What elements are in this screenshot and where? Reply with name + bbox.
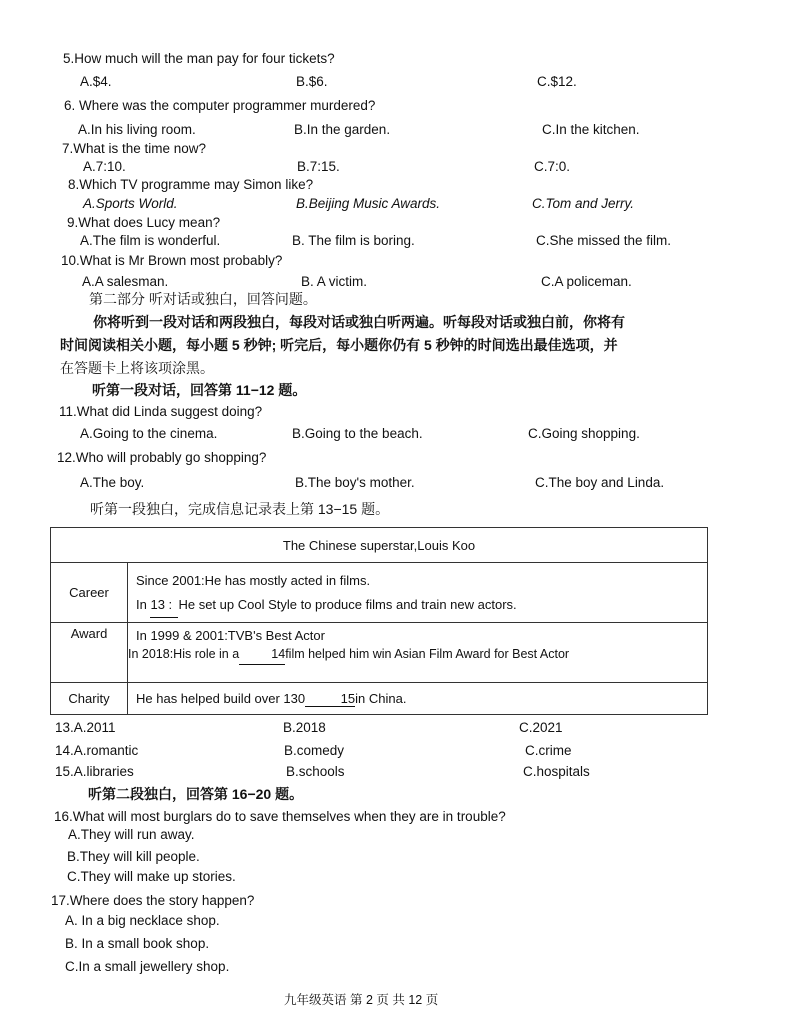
award-cell — [128, 623, 708, 683]
question-17: 17.Where does the story happen? — [51, 893, 255, 908]
option-12b: B.The boy's mother. — [295, 475, 415, 490]
option-12a: A.The boy. — [80, 475, 145, 490]
option-8c: C.Tom and Jerry. — [532, 196, 635, 211]
option-16b: B.They will kill people. — [67, 849, 200, 864]
option-10c: C.A policeman. — [541, 274, 632, 289]
option-5b: B.$6. — [296, 74, 328, 89]
option-9b: B. The film is boring. — [292, 233, 415, 248]
option-13b: B.2018 — [283, 720, 326, 735]
info-record-table — [50, 527, 708, 715]
instruction-line-2: 时间阅读相关小题，每小题 5 秒钟; 听完后，每小题你仍有 5 秒钟的时间选出最佳选项，并 — [60, 337, 618, 353]
option-6b: B.In the garden. — [294, 122, 391, 137]
dialog1-heading: 听第一段对话，回答第 11−12 题。 — [92, 382, 307, 398]
question-6: 6. Where was the computer programmer murdered? — [64, 98, 376, 113]
blank-15: 15 — [305, 691, 355, 707]
option-5a: A.$4. — [80, 74, 112, 89]
career-cell — [128, 563, 708, 623]
option-11c: C.Going shopping. — [528, 426, 640, 441]
option-15b: B.schools — [286, 764, 345, 779]
table-title: The Chinese superstar,Louis Koo — [51, 528, 708, 563]
option-8b: B.Beijing Music Awards. — [296, 196, 441, 211]
blank-13: 13 : — [150, 593, 178, 618]
charity-label: Charity — [51, 683, 128, 715]
award-label: Award — [51, 623, 128, 683]
page-footer: 九年级英语 第 2 页 共 12 页 — [284, 993, 439, 1007]
blank-14: 14 — [239, 645, 285, 665]
option-10b: B. A victim. — [301, 274, 368, 289]
monologue2-heading: 听第二段独白，回答第 16−20 题。 — [88, 786, 304, 802]
option-9a: A.The film is wonderful. — [80, 233, 221, 248]
question-8: 8.Which TV programme may Simon like? — [68, 177, 314, 192]
option-13a: 13.A.2011 — [55, 720, 116, 735]
option-15c: C.hospitals — [523, 764, 590, 779]
option-10a: A.A salesman. — [82, 274, 169, 289]
monologue1-heading: 听第一段独白，完成信息记录表上第 13−15 题。 — [90, 501, 390, 517]
question-5: 5.How much will the man pay for four tickets? — [63, 51, 335, 66]
option-6c: C.In the kitchen. — [542, 122, 640, 137]
career-line-2: In 13 : He set up Cool Style to produce films and train new actors. — [136, 593, 707, 618]
option-13c: C.2021 — [519, 720, 563, 735]
charity-cell: He has helped build over 130 15in China. — [128, 683, 708, 715]
award-line-1: In 1999 & 2001:TVB's Best Actor — [136, 628, 325, 643]
question-9: 9.What does Lucy mean? — [67, 215, 221, 230]
question-16: 16.What will most burglars do to save themselves when they are in trouble? — [54, 809, 506, 824]
award-line-2: In 2018:His role in a 14film helped him win Asian Film Award for Best Actor — [128, 645, 707, 665]
option-7a: A.7:10. — [83, 159, 126, 174]
option-7c: C.7:0. — [534, 159, 571, 174]
career-label: Career — [51, 563, 128, 623]
question-12: 12.Who will probably go shopping? — [57, 450, 267, 465]
question-11: 11.What did Linda suggest doing? — [59, 404, 263, 419]
option-8a: A.Sports World. — [83, 196, 178, 211]
option-16a: A.They will run away. — [68, 827, 195, 842]
option-17b: B. In a small book shop. — [65, 936, 210, 951]
option-16c: C.They will make up stories. — [67, 869, 236, 884]
option-5c: C.$12. — [537, 74, 577, 89]
instruction-line-3: 在答题卡上将该项涂黑。 — [60, 360, 214, 376]
option-9c: C.She missed the film. — [536, 233, 672, 248]
option-15a: 15.A.libraries — [55, 764, 134, 779]
option-6a: A.In his living room. — [78, 122, 196, 137]
option-14c: C.crime — [525, 743, 572, 758]
option-17a: A. In a big necklace shop. — [65, 913, 220, 928]
option-14a: 14.A.romantic — [55, 743, 139, 758]
career-line-1: Since 2001:He has mostly acted in films. — [136, 573, 371, 588]
question-10: 10.What is Mr Brown most probably? — [61, 253, 283, 268]
option-14b: B.comedy — [284, 743, 345, 758]
option-12c: C.The boy and Linda. — [535, 475, 665, 490]
instruction-line-1: 你将听到一段对话和两段独白，每段对话或独白听两遍。听每段对话或独白前，你将有 — [93, 314, 625, 330]
option-7b: B.7:15. — [297, 159, 340, 174]
option-11b: B.Going to the beach. — [292, 426, 423, 441]
part2-heading: 第二部分 听对话或独白，回答问题。 — [89, 291, 317, 307]
option-17c: C.In a small jewellery shop. — [65, 959, 230, 974]
option-11a: A.Going to the cinema. — [80, 426, 218, 441]
question-7: 7.What is the time now? — [62, 141, 207, 156]
